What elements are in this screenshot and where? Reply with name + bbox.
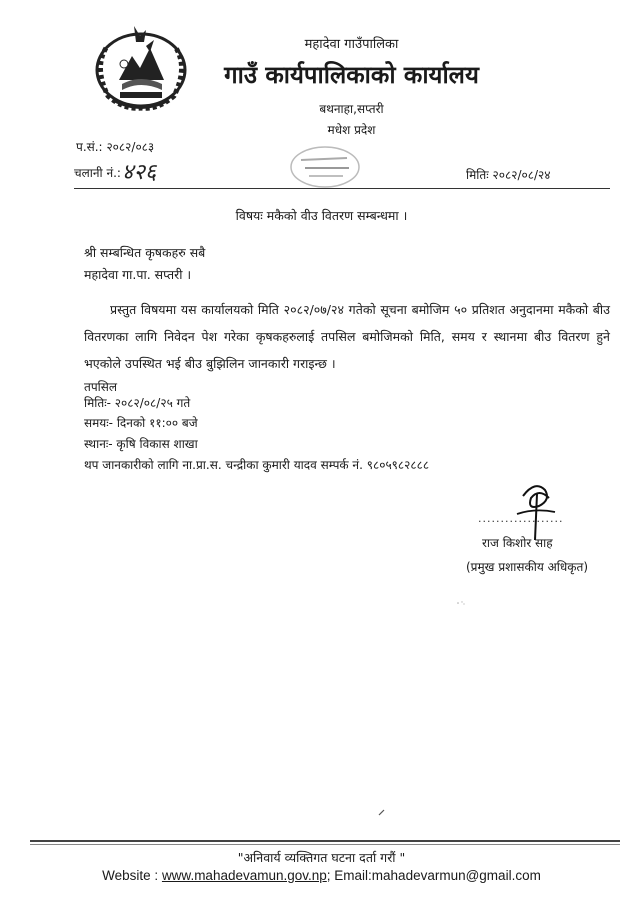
details-date: मितिः- २०८२/०८/२५ गते	[84, 396, 191, 410]
office-stamp	[285, 142, 365, 192]
footer-motto: "अनिवार्य व्यक्तिगत घटना दर्ता गरौं "	[237, 850, 406, 865]
municipality-name: महादेवा गाउँपालिका	[304, 37, 399, 52]
details-time: समयः- दिनको ११:०० बजे	[84, 416, 198, 430]
ps-label: प.सं.:	[76, 140, 103, 154]
email-link[interactable]: mahadevarmun@gmail.com	[371, 868, 541, 883]
dispatch-label: चलानी नं.:	[74, 166, 121, 180]
addressee-line-1: श्री सम्बन्धित कृषकहरु सबै	[84, 245, 206, 260]
date-value: २०८२/०८/२४	[492, 168, 551, 182]
office-title: गाउँ कार्यपालिकाको कार्यालय	[224, 61, 479, 89]
signatory-name: राज किशोर साह	[482, 536, 553, 550]
email-label: ; Email:	[326, 868, 372, 883]
signatory-designation: (प्रमुख प्रशासकीय अधिकृत)	[466, 560, 589, 574]
ps-number	[76, 138, 154, 155]
ps-value: २०८२/०८३	[106, 140, 155, 154]
subject-line: विषयः मकैको वीउ वितरण सम्बन्धमा ।	[235, 208, 408, 223]
scan-speck	[456, 600, 466, 606]
footer-divider-thin	[30, 844, 620, 845]
notice-body: प्रस्तुत विषयमा यस कार्यालयको मिति २०८२/०७/२४ गतेको सूचना बमोजिम ५० प्रतिशत अनुदानमा मकैको बीउ वितरणका लागि निवेदन पेश गरेका कृषकहरुलाई तपसिल बमोजिमको मिति, समय र स्थानमा बीउ वितरण हुने भएकोले उपस्थित भई बीउ बुझिलिन जानकारी गराइन्छ ।	[84, 302, 610, 371]
office-address: बथनाहा,सप्तरी	[319, 102, 384, 116]
office-province: मधेश प्रदेश	[327, 123, 376, 137]
details-contact: थप जानकारीको लागि ना.प्रा.स. चन्द्रीका कुमारी यादव सम्पर्क नं. ९८०५९८२८८८	[84, 458, 430, 472]
scan-speck	[378, 808, 386, 816]
addressee-line-2: महादेवा गा.पा. सप्तरी ।	[84, 267, 192, 282]
website-link[interactable]: www.mahadevamun.gov.np	[161, 868, 327, 883]
dispatch-number: ४२६	[122, 160, 157, 185]
footer-divider	[30, 840, 620, 842]
details-heading: तपसिल	[84, 380, 118, 394]
letter-date	[466, 166, 551, 183]
website-label: Website :	[102, 868, 162, 883]
header-divider	[74, 188, 610, 189]
details-place: स्थानः- कृषि विकास शाखा	[84, 437, 198, 451]
signature-line: ...................	[478, 512, 564, 525]
footer-contact	[0, 868, 643, 883]
date-label: मितिः	[466, 168, 489, 182]
